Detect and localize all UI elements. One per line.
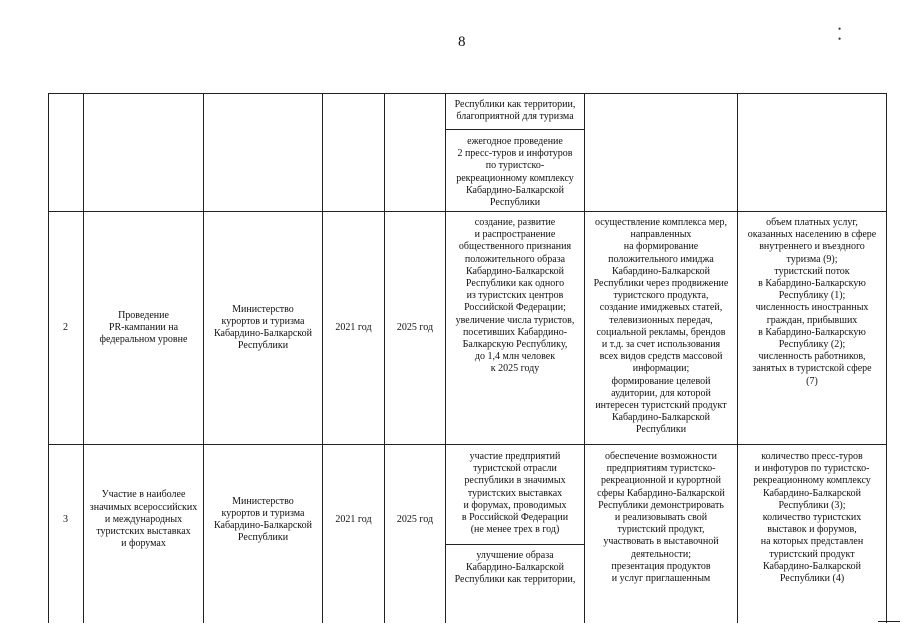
start-year: 2021 год xyxy=(335,513,372,525)
event-name: Проведение PR-кампании на федеральном уровне xyxy=(99,309,188,346)
subcell-divider xyxy=(445,129,585,130)
expected-result: участие предприятий туристской отрасли республики в значимых туристских выставках и форумах, проводимых в Российской Федерации (не менее трех в год) xyxy=(461,451,569,536)
event-name: Участие в наиболее значимых всероссийских и международных туристских выставках и форумах xyxy=(89,489,198,550)
row-number: 3 xyxy=(63,513,68,525)
page-edge-mark xyxy=(878,621,900,622)
expected-result: создание, развитие и распространение общественного признания положительного образа Кабардино-Балкарской Республики как одного из туристских центров Российской Федерации; увеличение числа туристов, посетивших Кабардино- Балкарскую Республику, до 1,4 млн человек к 2025 году xyxy=(455,217,575,375)
goal-cell-press-tours: ежегодное проведение 2 пресс-туров и инфотуров по туристско- рекреационному комплексу Кабардино-Балкарской Республики xyxy=(456,136,574,209)
start-year: 2021 год xyxy=(335,321,372,333)
expected-result-continued: улучшение образа Кабардино-Балкарской Республики как территории, xyxy=(454,550,576,586)
executor: Министерство курортов и туризма Кабардино-Балкарской Республики xyxy=(213,495,313,544)
corner-marks: • • xyxy=(838,24,862,44)
table-border-right xyxy=(886,93,887,623)
row-number: 2 xyxy=(63,321,68,333)
relation-description: осуществление комплекса мер, направленных на формирование положительного имиджа Кабардино-Балкарской Республики через продвижение туристского продукта, создание имиджевых статей, телевизионных передач, социальной рекламы, брендов и т.д. за счет использования всех видов средств массовой информации; формирование целевой аудитории, для которой интересен туристский продукт Кабардино-Балкарской Республики xyxy=(593,217,729,436)
indicators: количество пресс-туров и инфотуров по туристско- рекреационному комплексу Кабардино-Балкарской Республики (3); количество туристских выставок и форумов, на которых представлен туристский продукт Кабардино-Балкарской Республики (4) xyxy=(753,451,871,585)
end-year: 2025 год xyxy=(396,513,434,525)
subcell-divider xyxy=(445,544,585,545)
end-year: 2025 год xyxy=(396,321,434,333)
relation-description: обеспечение возможности предприятиям туристско- рекреационной и курортной сферы Кабардино-Балкарской Республики демонстрировать и реализовывать свой туристский продукт, участвовать в выставочной деятельности; презентация продуктов и услуг приглашенным xyxy=(597,451,725,585)
table-top-border xyxy=(48,93,887,94)
executor: Министерство курортов и туризма Кабардино-Балкарской Республики xyxy=(213,303,313,352)
page-number: 8 xyxy=(458,34,466,50)
goal-cell-continued: Республики как территории, благоприятной для туризма xyxy=(454,99,576,123)
indicators: объем платных услуг, оказанных населению в сфере внутреннего и въездного туризма (9); туристский поток в Кабардино-Балкарскую Республику (1); численность иностранных граждан, прибывших в Кабардино-Балкарскую Республику (2); численность работников, занятых в туристской сфере (7) xyxy=(747,217,877,387)
